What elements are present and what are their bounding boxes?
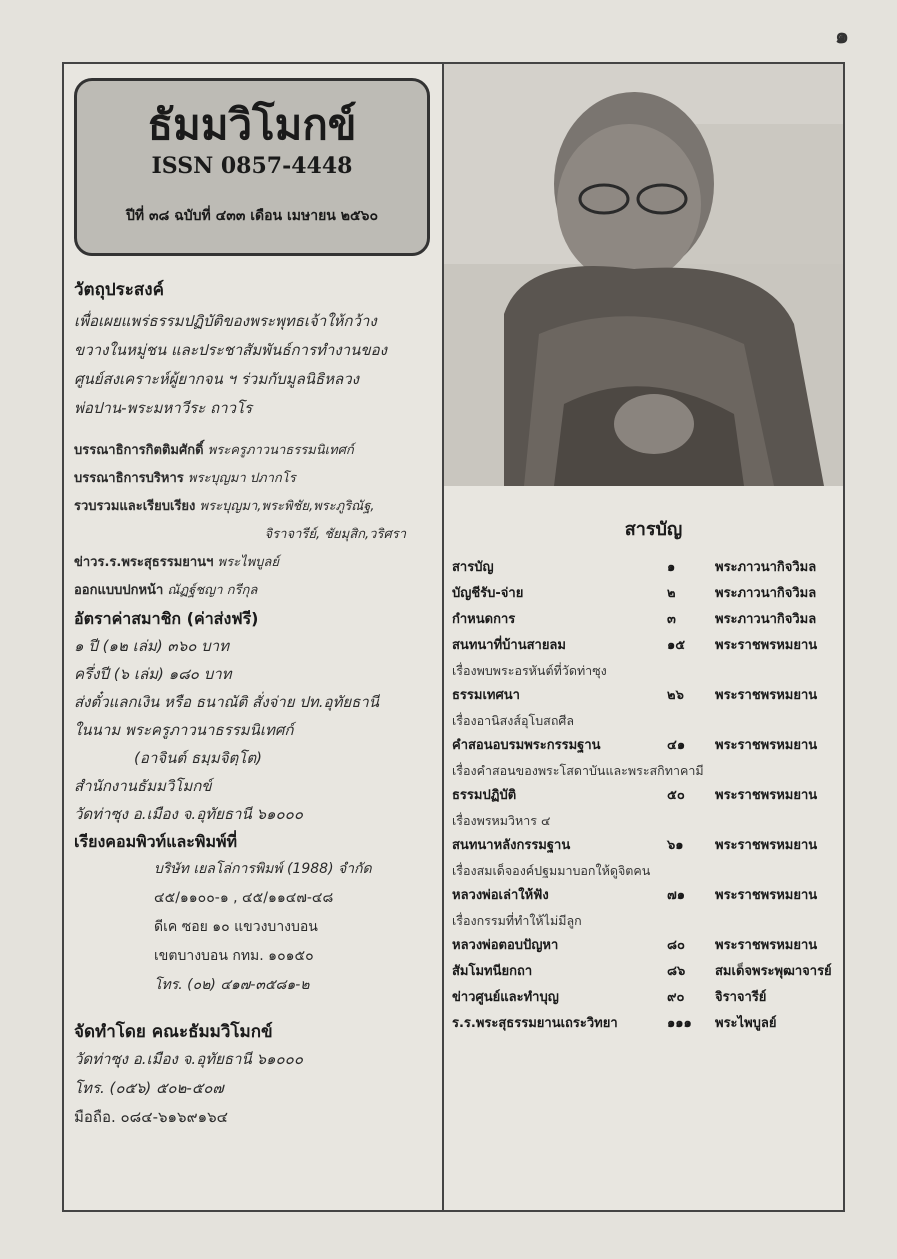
toc-item-name: สนทนาที่บ้านสายลม xyxy=(452,638,566,653)
toc-item-author: พระภาวนากิจวิมล xyxy=(715,586,817,601)
staff-line xyxy=(74,437,434,465)
toc-item-author: พระไพบูลย์ xyxy=(715,1016,777,1031)
toc-row xyxy=(444,1011,843,1037)
purpose-line: เพื่อเผยแพร่ธรรมปฏิบัติของพระพุทธเจ้าให้กว้าง xyxy=(74,312,377,330)
staff-role: บรรณาธิการกิตติมศักดิ์ xyxy=(74,443,204,458)
toc-item-name: กำหนดการ xyxy=(452,612,516,627)
toc-item-subtitle: เรื่องสมเด็จองค์ปฐมมาบอกให้ดูจิตคน xyxy=(452,863,651,878)
toc-row xyxy=(444,985,843,1011)
toc-item-page: ๖๑ xyxy=(667,838,684,853)
page-number: ๑ xyxy=(835,24,849,49)
toc-row xyxy=(444,933,843,959)
toc-item-author: พระราชพรหมยาน xyxy=(715,638,818,653)
staff-line xyxy=(74,549,434,577)
toc-item-subtitle: เรื่องอานิสงส์อุโบสถศีล xyxy=(452,713,574,728)
issn: ISSN 0857-4448 xyxy=(151,153,353,179)
content-frame xyxy=(62,62,845,1212)
toc-item-page: ๘๖ xyxy=(667,964,686,979)
purpose-line: ศูนย์สงเคราะห์ผู้ยากจน ฯ ร่วมกับมูลนิธิหลวง xyxy=(74,370,359,388)
produced-by-phone: โทร. (๐๕๖) ๕๐๒-๕๐๗ xyxy=(74,1079,224,1097)
staff-name: ณัฏฐ์ชญา กรีกุล xyxy=(167,583,258,598)
toc-item-page: ๒๖ xyxy=(667,688,684,703)
printing-line: โทร. (๐๒) ๔๑๗-๓๕๘๑-๒ xyxy=(154,977,310,993)
toc-item-page: ๕๐ xyxy=(667,788,685,803)
printing-heading: เรียงคอมพิวท์และพิมพ์ที่ xyxy=(74,832,238,851)
toc-item-name: ร.ร.พระสุธรรมยานเถระวิทยา xyxy=(452,1016,618,1031)
staff-line xyxy=(74,577,434,605)
staff-line xyxy=(74,493,434,521)
toc-item-author: พระภาวนากิจวิมล xyxy=(715,560,817,575)
printing-line: บริษัท เยลโล่การพิมพ์ (1988) จำกัด xyxy=(154,861,372,877)
toc-item-page: ๑๑๑ xyxy=(667,1016,692,1031)
rate-line: ๑ ปี (๑๒ เล่ม) ๓๖๐ บาท xyxy=(74,637,229,655)
printing-info xyxy=(74,855,434,1000)
toc-item-author: พระภาวนากิจวิมล xyxy=(715,612,817,627)
rate-line: ในนาม พระครูภาวนาธรรมนิเทศก์ xyxy=(74,721,294,739)
table-of-contents xyxy=(444,514,843,1037)
magazine-title: ธัมมวิโมกข์ xyxy=(147,100,357,149)
toc-row xyxy=(444,783,843,809)
staff-role: ข่าวร.ร.พระสุธรรมยานฯ xyxy=(74,555,214,570)
toc-item-page: ๑๕ xyxy=(667,638,686,653)
printing-line: ดีเค ซอย ๑๐ แขวงบางบอน xyxy=(154,919,318,935)
toc-item-subtitle: เรื่องพบพระอรหันต์ที่วัดท่าซุง xyxy=(452,663,607,678)
produced-by-address: วัดท่าซุง อ.เมือง จ.อุทัยธานี ๖๑๐๐๐ xyxy=(74,1050,303,1068)
staff-name: พระไพบูลย์ xyxy=(217,555,279,570)
purpose-line: พ่อปาน-พระมหาวีระ ถาวโร xyxy=(74,399,253,417)
produced-by-heading: จัดทำโดย คณะธัมมวิโมกข์ xyxy=(74,1022,273,1042)
toc-item-page: ๑ xyxy=(667,560,676,575)
toc-item-page: ๙๐ xyxy=(667,990,685,1005)
subscription-rates xyxy=(74,632,434,828)
toc-row xyxy=(444,555,843,581)
toc-item-subtitle: เรื่องพรหมวิหาร ๔ xyxy=(452,813,551,828)
subscription-heading: อัตราค่าสมาชิก (ค่าส่งฟรี) xyxy=(74,609,259,628)
toc-row xyxy=(444,959,843,985)
staff-role: บรรณาธิการบริหาร xyxy=(74,471,184,486)
toc-item-page: ๗๑ xyxy=(667,888,686,903)
staff-name: พระครูภาวนาธรรมนิเทศก์ xyxy=(207,443,354,458)
toc-row xyxy=(444,733,843,759)
toc-item-name: บัญชีรับ-จ่าย xyxy=(452,586,524,601)
staff-name: พระบุญมา,พระพิชัย,พระภูริณัฐ, xyxy=(199,499,375,514)
issue-info: ปีที่ ๓๘ ฉบับที่ ๔๓๓ เดือน เมษายน ๒๕๖๐ xyxy=(126,208,378,224)
toc-item-name: สัมโมทนียกถา xyxy=(452,964,533,979)
monk-portrait-photo xyxy=(444,64,843,486)
toc-item-name: สนทนาหลังกรรมฐาน xyxy=(452,838,571,853)
staff-line xyxy=(74,465,434,493)
toc-item-page: ๒ xyxy=(667,586,676,601)
toc-row xyxy=(444,607,843,633)
toc-item-author: สมเด็จพระพุฒาจารย์ xyxy=(715,964,832,979)
toc-item-author: พระราชพรหมยาน xyxy=(715,838,818,853)
staff-name: พระบุญมา ปภากโร xyxy=(187,471,296,486)
toc-item-author: พระราชพรหมยาน xyxy=(715,788,818,803)
toc-item-author: จิราจารีย์ xyxy=(715,990,767,1005)
produced-by-mobile: มือถือ. ๐๘๔-๖๑๖๙๑๖๔ xyxy=(74,1108,228,1126)
toc-row xyxy=(444,633,843,659)
staff-list xyxy=(74,437,434,605)
toc-row xyxy=(444,833,843,859)
toc-item-name: คำสอนอบรมพระกรรมฐาน xyxy=(452,738,601,753)
toc-item-author: พระราชพรหมยาน xyxy=(715,688,818,703)
toc-item-name: หลวงพ่อตอบปัญหา xyxy=(452,938,559,953)
toc-row xyxy=(444,883,843,909)
toc-row xyxy=(444,581,843,607)
office-line: สำนักงานธัมมวิโมกข์ xyxy=(74,777,212,795)
office-line: วัดท่าซุง อ.เมือง จ.อุทัยธานี ๖๑๐๐๐ xyxy=(74,805,303,823)
toc-item-author: พระราชพรหมยาน xyxy=(715,938,818,953)
toc-item-subtitle: เรื่องกรรมที่ทำให้ไม่มีลูก xyxy=(452,913,582,928)
toc-item-name: หลวงพ่อเล่าให้ฟัง xyxy=(452,888,549,903)
toc-title: สารบัญ xyxy=(624,519,683,540)
rate-line-indent: (อาจินต์ ธมฺมจิตฺโต) xyxy=(134,749,262,767)
toc-item-name: ข่าวศูนย์และทำบุญ xyxy=(452,990,559,1005)
staff-continuation: จิราจารีย์, ชัยมุสิก,วริศรา xyxy=(264,527,406,542)
toc-item-subtitle: เรื่องคำสอนของพระโสดาบันและพระสกิทาคามี xyxy=(452,763,704,778)
rate-line: ครึ่งปี (๖ เล่ม) ๑๘๐ บาท xyxy=(74,665,232,683)
toc-item-name: ธรรมเทศนา xyxy=(452,688,520,703)
staff-role: ออกแบบปกหน้า xyxy=(74,583,164,598)
printing-line: เขตบางบอน กทม. ๑๐๑๕๐ xyxy=(154,948,314,964)
rate-line: ส่งตั๋วแลกเงิน หรือ ธนาณัติ สั่งจ่าย ปท.อุทัยธานี xyxy=(74,693,379,711)
purpose-line: ขวางในหมู่ชน และประชาสัมพันธ์การทำงานของ xyxy=(74,341,387,359)
toc-item-page: ๔๑ xyxy=(667,738,686,753)
purpose-heading: วัตถุประสงค์ xyxy=(74,280,164,300)
printing-line: ๔๕/๑๑๐๐-๑ , ๔๕/๑๑๔๗-๔๘ xyxy=(154,890,334,906)
staff-role: รวบรวมและเรียบเรียง xyxy=(74,499,196,514)
purpose-text xyxy=(74,307,434,423)
toc-item-page: ๘๐ xyxy=(667,938,685,953)
toc-row xyxy=(444,683,843,709)
toc-item-author: พระราชพรหมยาน xyxy=(715,738,818,753)
toc-item-name: ธรรมปฏิบัติ xyxy=(452,788,517,803)
left-column xyxy=(74,78,434,1132)
masthead-box xyxy=(74,78,430,256)
toc-item-name: สารบัญ xyxy=(452,560,494,575)
toc-item-page: ๓ xyxy=(667,612,676,627)
toc-item-author: พระราชพรหมยาน xyxy=(715,888,818,903)
